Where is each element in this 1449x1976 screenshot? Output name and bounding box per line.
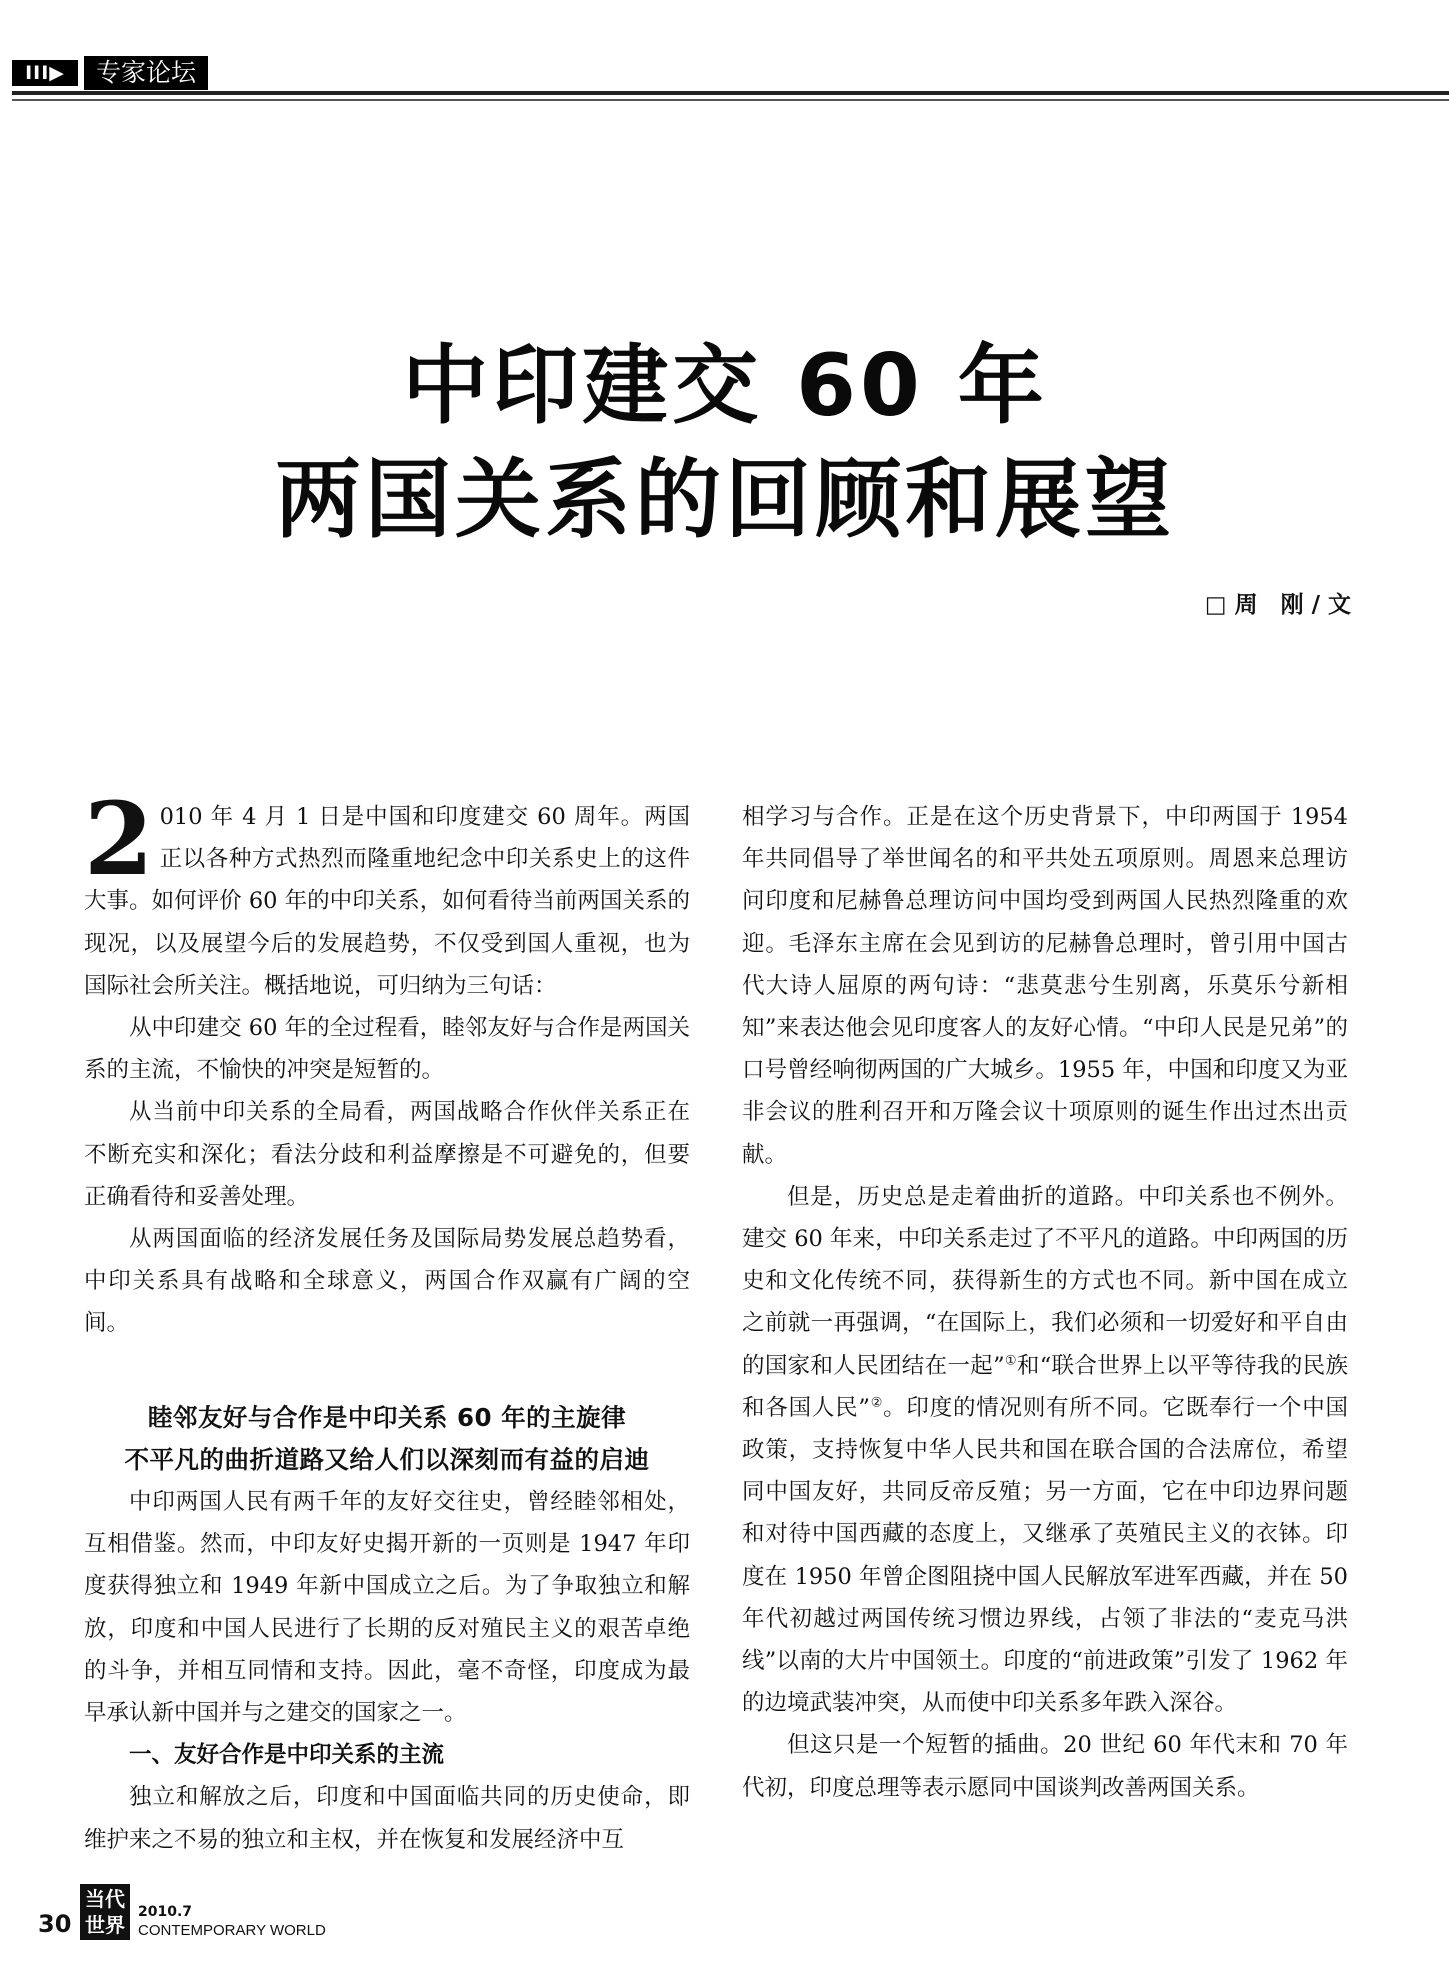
right-column [742,796,1348,1809]
paragraph: 独立和解放之后，印度和中国面临共同的历史使命，即维护来之不易的独立和主权，并在恢复和发展经济中互 [84,1784,690,1853]
left-column [84,780,690,1861]
footnote-ref: ② [869,1395,884,1411]
paragraph: 从两国面临的经济发展任务及国际局势发展总趋势看，中印关系具有战略和全球意义，两国合作双赢有广阔的空间。 [84,1226,690,1337]
paragraph: 从中印建交 60 年的全过程看，睦邻友好与合作是两国关系的主流，不愉快的冲突是短暂的。 [84,1015,690,1084]
section-marker-icon: III▶ [12,60,78,86]
paragraph: 但这只是一个短暂的插曲。20 世纪 60 年代末和 70 年代初，印度总理等表示愿同中国谈判改善两国关系。 [742,1732,1348,1801]
footnote-ref: ① [1004,1353,1017,1369]
header-rule [12,91,1449,95]
byline: □ 周 刚 / 文 [1204,592,1351,618]
paragraph: 相学习与合作。正是在这个历史背景下，中印两国于 1954 年共同倡导了举世闻名的和平共处五项原则。周恩来总理访问印度和尼赫鲁总理访问中国均受到两国人民热烈隆重的欢迎。毛泽东主席在会见到访的尼赫鲁总理时，曾引用中国古代大诗人屈原的两句诗：“悲莫悲兮生别离，乐莫乐兮新相知”来表达他会见印度客人的友好心情。“中印人民是兄弟”的口号曾经响彻两国的广大城乡。1955 年，中国和印度又为亚非会议的胜利召开和万隆会议十项原则的诞生作出过杰出贡献。 [742,804,1348,1168]
subheading: 睦邻友好与合作是中印关系 60 年的主旋律 [147,1402,627,1432]
section-label: 专家论坛 [84,56,208,90]
drop-cap: 2 [84,780,154,898]
paragraph: 中印两国人民有两千年的友好交往史，曾经睦邻相处，互相借鉴。然而，中印友好史揭开新的一页则是 1947 年印度获得独立和 1949 年新中国成立之后。为了争取独立和解放，印度和中国人民进行了长期的反对殖民主义的艰苦卓绝的斗争，并相互同情和支持。因此，毫不奇怪，印度成为最早承认新中国并与之建交的国家之一。 [84,1489,690,1727]
header-rule-thin [12,99,1449,101]
paragraph: 但是，历史总是走着曲折的道路。中印关系也不例外。建交 60 年来，中印关系走过了不平凡的道路。中印两国的历史和文化传统不同，获得新生的方式也不同。新中国在成立之前就一再强调，“在国际上，我们必须和一切爱好和平自由的国家和人民团结在一起”①和“联合世界上以平等待我的民族和各国人民”②。印度的情况则有所不同。它既奉行一个中国政策，支持恢复中华人民共和国在联合国的合法席位，希望同中国友好，共同反帝反殖；另一方面，它在中印边界问题和对待中国西藏的态度上，又继承了英殖民主义的衣钵。印度在 1950 年曾企图阻挠中国人民解放军进军西藏，并在 50 年代初越过两国传统习惯边界线，占领了非法的“麦克马洪线”以南的大片中国领土。印度的“前进政策”引发了 1962 年的边境武装冲突，从而使中印关系多年跌入深谷。 [742,1183,1348,1717]
issue-date: 2010.7 [138,1904,193,1920]
subheading: 不平凡的曲折道路又给人们以深刻而有益的启迪 [124,1444,650,1474]
page-number: 30 [38,1910,72,1938]
section-heading: 一、友好合作是中印关系的主流 [129,1742,445,1769]
article-title-line1: 中印建交 60 年 [402,336,1048,436]
magazine-logo: 当代世界 [80,1884,130,1940]
article-title-line2: 两国关系的回顾和展望 [275,450,1175,550]
paragraph: 从当前中印关系的全局看，两国战略合作伙伴关系正在不断充实和深化；看法分歧和利益摩擦是不可避免的，但要正确看待和妥善处理。 [84,1099,690,1210]
paragraph: 2 010 年 4 月 1 日是中国和印度建交 60 周年。两国正以各种方式热烈而隆重地纪念中印关系史上的这件大事。如何评价 60 年的中印关系，如何看待当前两国关系的现况，以及展望今后的发展趋势，不仅受到国人重视，也为国际社会所关注。概括地说，可归纳为三句话： [84,780,690,999]
magazine-name: CONTEMPORARY WORLD [138,1922,326,1939]
